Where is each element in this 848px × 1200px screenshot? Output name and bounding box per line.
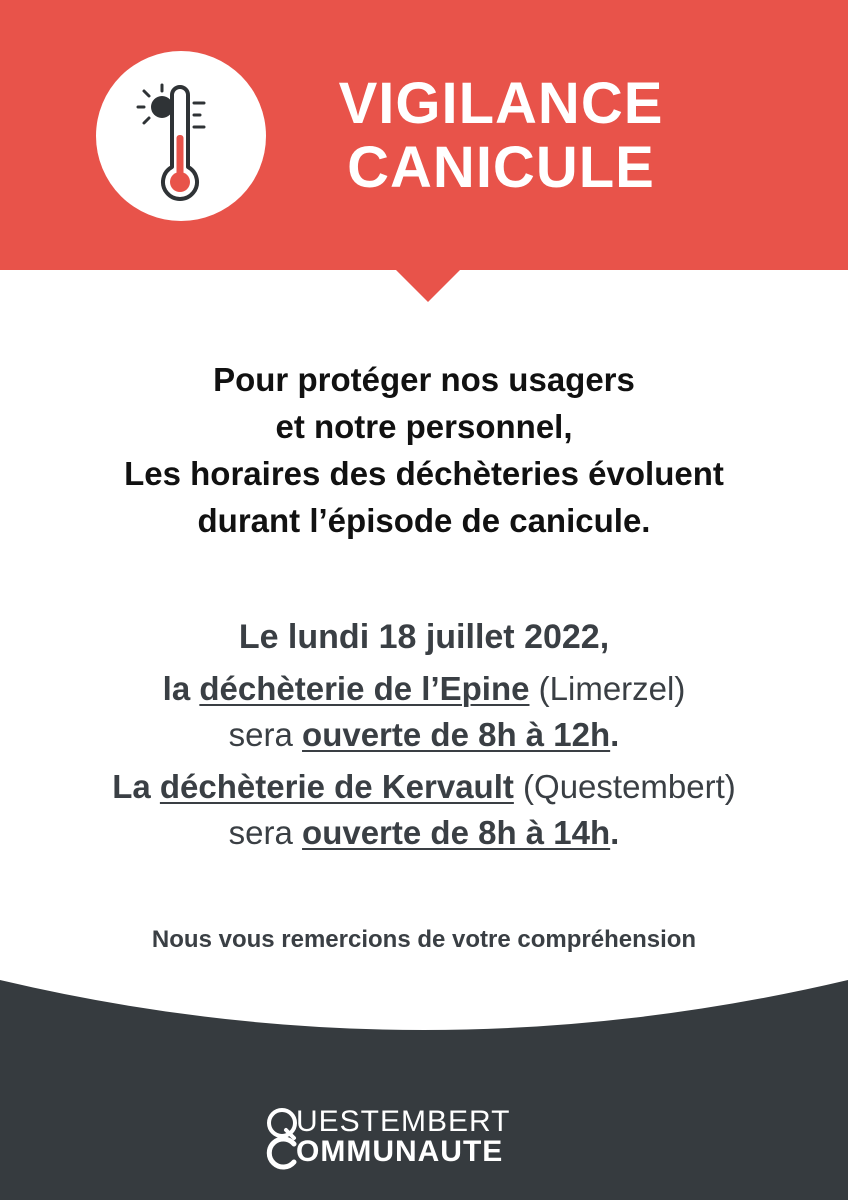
epine-prefix: la xyxy=(162,670,191,707)
kervault-line xyxy=(20,764,828,810)
title-line-1: VIGILANCE xyxy=(338,71,664,136)
kervault-end: . xyxy=(610,814,620,851)
kervault-prefix: La xyxy=(112,768,151,805)
epine-sera: sera xyxy=(228,716,293,753)
intro-message xyxy=(40,356,808,544)
intro-line-2: et notre personnel, xyxy=(275,408,573,445)
logo-line-2: OMMUNAUTE xyxy=(296,1135,504,1168)
title-line-2: CANICULE xyxy=(347,135,655,200)
epine-end: . xyxy=(610,716,620,753)
kervault-location: (Questembert) xyxy=(523,768,736,805)
epine-hours-line xyxy=(20,712,828,758)
page-title xyxy=(296,72,706,200)
header-banner xyxy=(0,0,848,270)
questembert-communaute-logo xyxy=(262,1106,582,1170)
epine-name: déchèterie de l’Epine xyxy=(199,670,530,707)
kervault-name: déchèterie de Kervault xyxy=(159,768,514,805)
intro-line-4: durant l’épisode de canicule. xyxy=(197,502,651,539)
schedule-section xyxy=(20,612,828,856)
kervault-hours: ouverte de 8h à 14h xyxy=(302,814,611,851)
kervault-sera: sera xyxy=(228,814,293,851)
epine-location: (Limerzel) xyxy=(538,670,686,707)
kervault-hours-line xyxy=(20,810,828,856)
schedule-date: Le lundi 18 juillet 2022, xyxy=(238,618,610,656)
thermometer-sun-icon xyxy=(96,51,266,221)
epine-line xyxy=(20,666,828,712)
intro-line-1: Pour protéger nos usagers xyxy=(213,361,635,398)
epine-hours: ouverte de 8h à 12h xyxy=(302,716,611,753)
logo-line-1: UESTEMBERT xyxy=(296,1105,511,1138)
header-pointer xyxy=(394,268,462,302)
thanks-message: Nous vous remercions de votre compréhension xyxy=(151,926,697,953)
intro-line-3: Les horaires des déchèteries évoluent xyxy=(124,455,724,492)
